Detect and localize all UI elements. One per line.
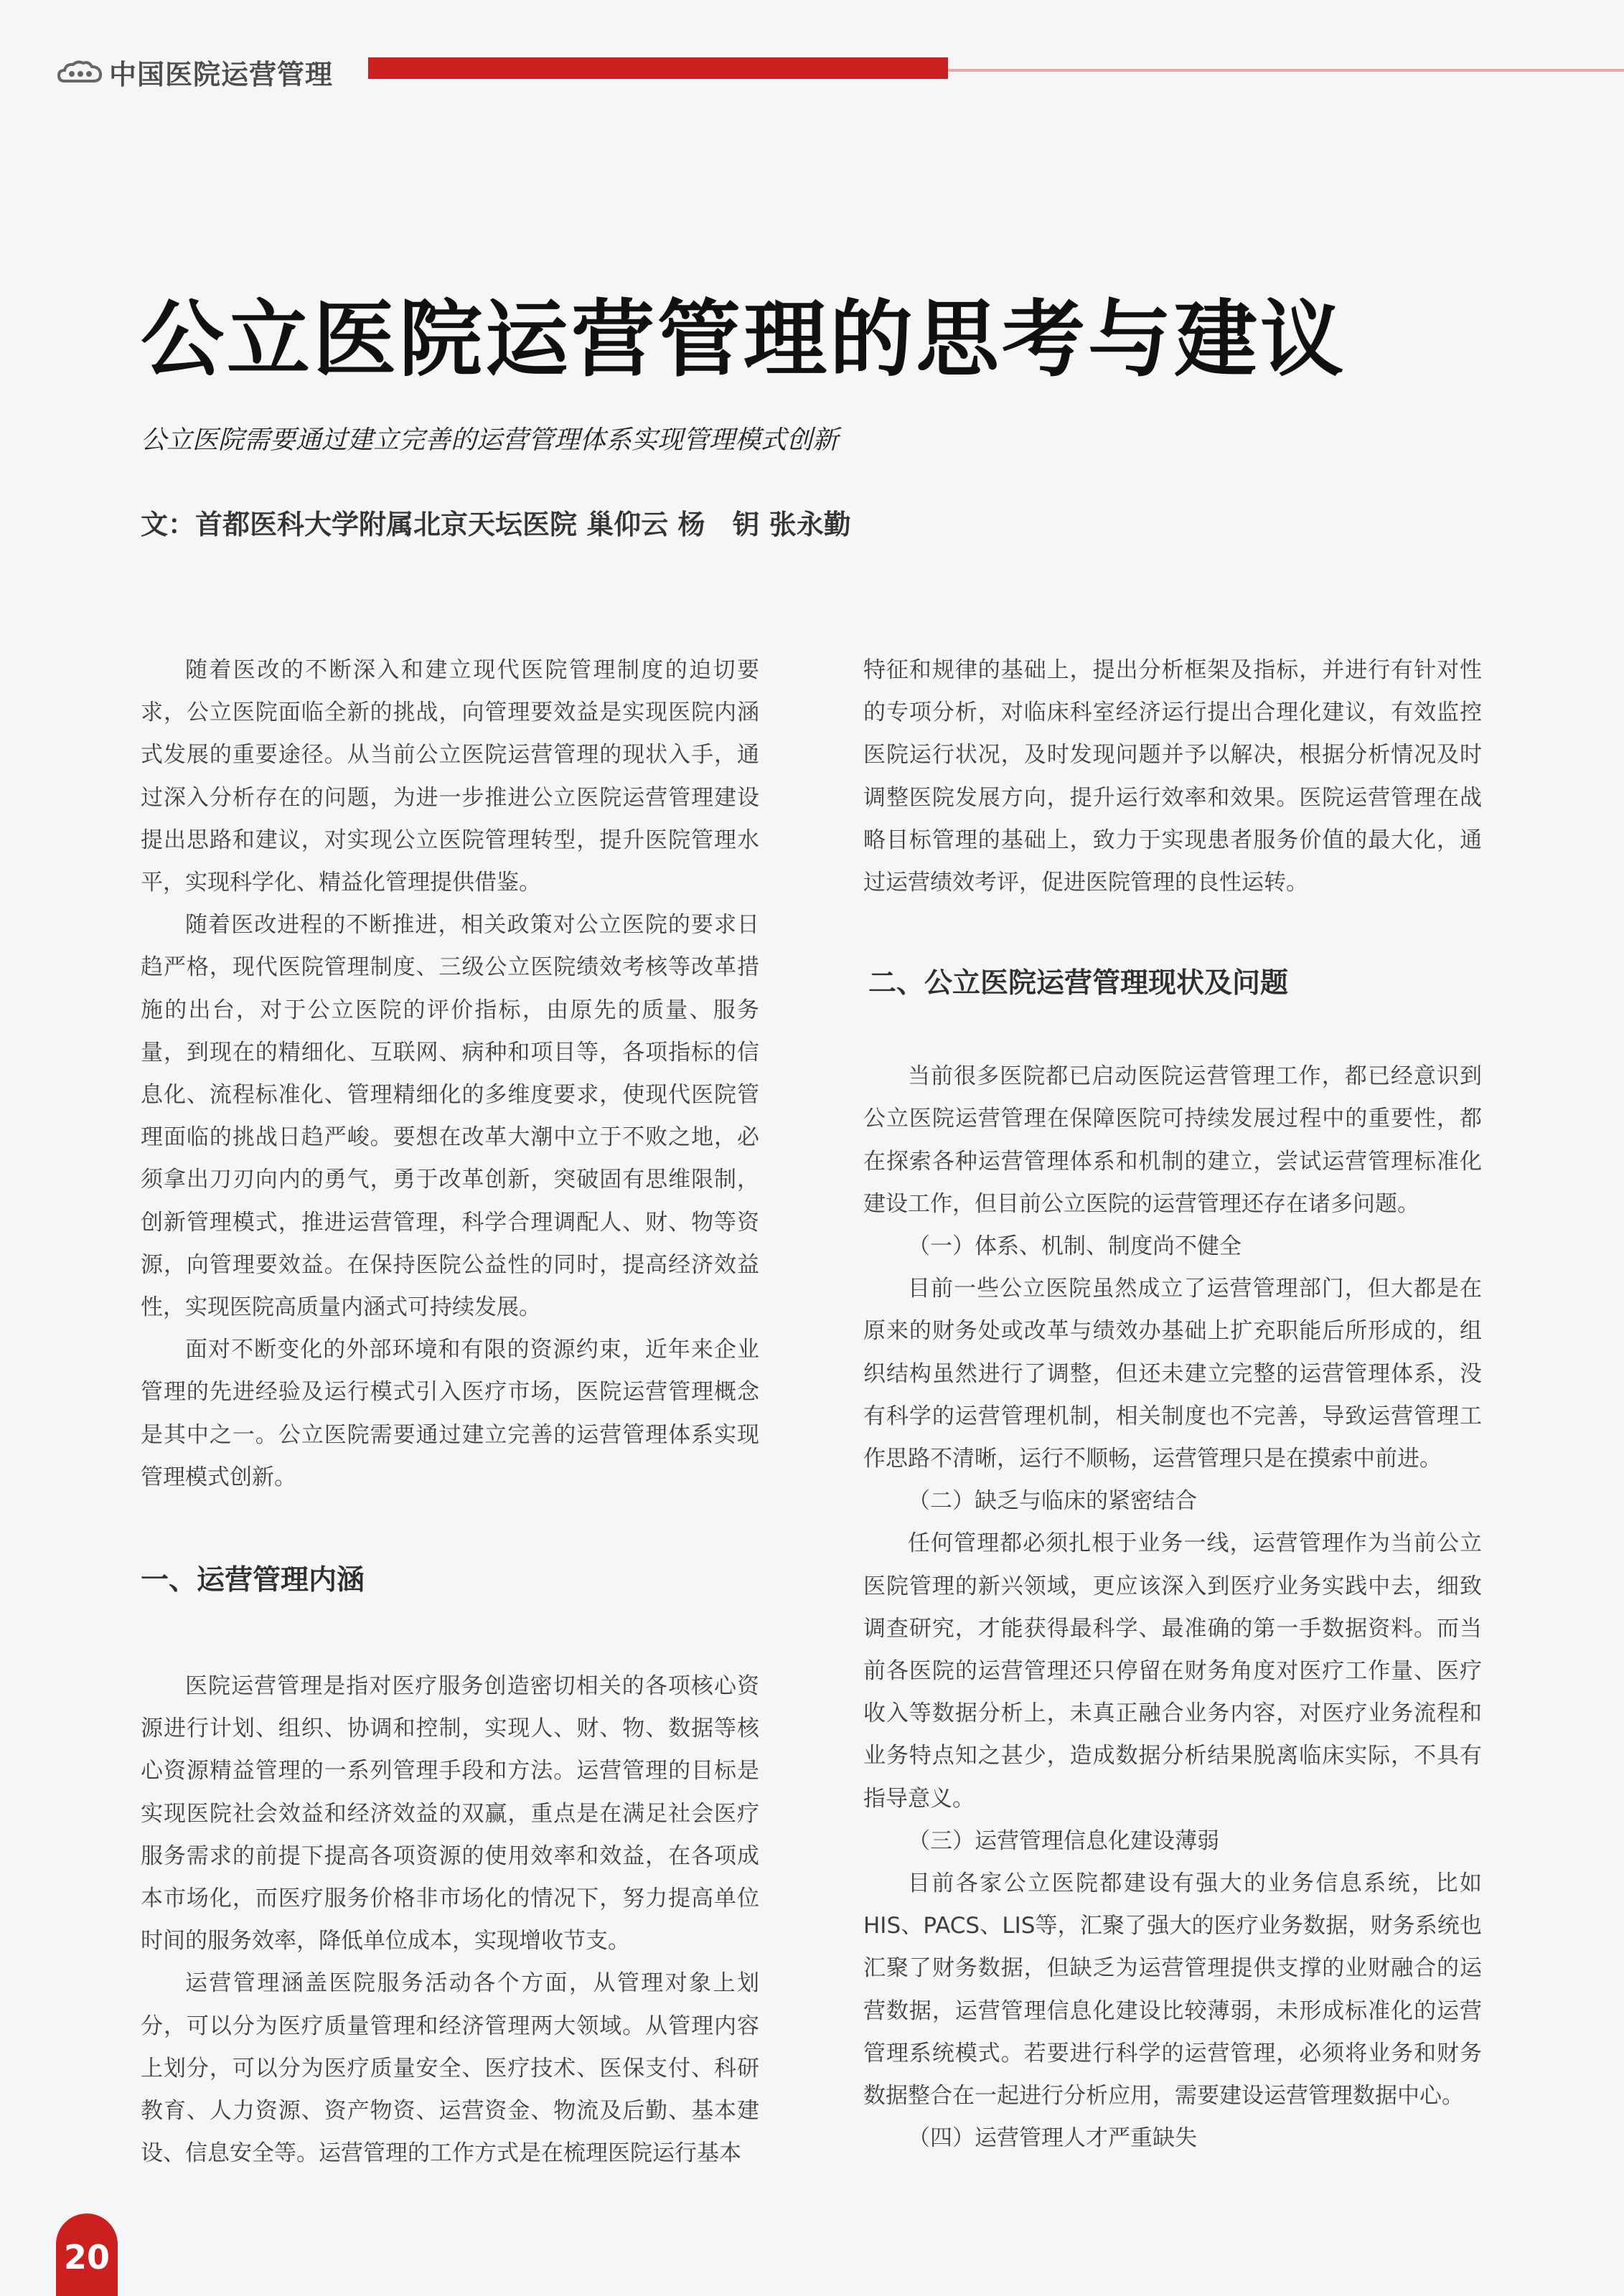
header-rule xyxy=(948,69,1624,72)
body-paragraph: 医院运营管理是指对医疗服务创造密切相关的各项核心资源进行计划、组织、协调和控制，实现人、财、物、数据等核心资源精益管理的一系列管理手段和方法。运营管理的目标是实现医院社会效益和经济效益的双赢，重点是在满足社会医疗服务需求的前提下提高各项资源的使用效率和效益，在各项成本市场化，而医疗服务价格非市场化的情况下，努力提高单位时间的服务效率，降低单位成本，实现增收节支。 xyxy=(141,1673,759,1954)
body-paragraph: 随着医改进程的不断推进，相关政策对公立医院的要求日趋严格，现代医院管理制度、三级公立医院绩效考核等改革措施的出台，对于公立医院的评价指标，由原先的质量、服务量，到现在的精细化、互联网、病种和项目等，各项指标的信息化、流程标准化、管理精细化的多维度要求，使现代医院管理面临的挑战日趋严峻。要想在改革大潮中立于不败之地，必须拿出刀刃向内的勇气，勇于改革创新，突破固有思维限制，创新管理模式，推进运营管理，科学合理调配人、财、物等资源，向管理要效益。在保持医院公益性的同时，提高经济效益性，实现医院高质量内涵式可持续发展。 xyxy=(141,912,759,1321)
article-subtitle: 公立医院需要通过建立完善的运营管理体系实现管理模式创新 xyxy=(141,425,839,455)
section-heading: 二、公立医院运营管理现状及问题 xyxy=(868,967,1289,1000)
page-number: 20 xyxy=(63,2237,110,2277)
left-column xyxy=(141,649,759,2175)
body-paragraph: 运营管理涵盖医院服务活动各个方面，从管理对象上划分，可以分为医疗质量管理和经济管理两大领域。从管理内容上划分，可以分为医疗质量安全、医疗技术、医保支付、科研教育、人力资源、资产物资、运营资金、物流及后勤、基本建设、信息安全等。运营管理的工作方式是在梳理医院运行基本 xyxy=(141,1970,759,2167)
cloud-logo-icon xyxy=(57,60,102,84)
right-column xyxy=(863,649,1482,2160)
body-paragraph: 特征和规律的基础上，提出分析框架及指标，并进行有针对性的专项分析，对临床科室经济运行提出合理化建议，有效监控医院运行状况，及时发现问题并予以解决，根据分析情况及时调整医院发展方向，提升运行效率和效果。医院运营管理在战略目标管理的基础上，致力于实现患者服务价值的最大化，通过运营绩效考评，促进医院管理的良性运转。 xyxy=(863,657,1482,896)
brand-name: 中国医院运营管理 xyxy=(109,58,334,90)
section-heading: 一、运营管理内涵 xyxy=(141,1564,365,1597)
subsection-heading: （三）运营管理信息化建设薄弱 xyxy=(908,1827,1219,1854)
page-number-tab xyxy=(56,2213,118,2296)
body-paragraph: 面对不断变化的外部环境和有限的资源约束，近年来企业管理的先进经验及运行模式引入医疗市场，医院运营管理概念是其中之一。公立医院需要通过建立完善的运营管理体系实现管理模式创新。 xyxy=(141,1337,759,1490)
article-title: 公立医院运营管理的思考与建议 xyxy=(141,291,1346,388)
article-authors: 文：首都医科大学附属北京天坛医院 巢仰云 杨 钥 张永勤 xyxy=(141,509,851,540)
body-paragraph: 目前一些公立医院虽然成立了运营管理部门，但大都是在原来的财务处或改革与绩效办基础上扩充职能后所形成的，组织结构虽然进行了调整，但还未建立完整的运营管理体系，没有科学的运营管理机制，相关制度也不完善，导致运营管理工作思路不清晰，运行不顺畅，运营管理只是在摸索中前进。 xyxy=(863,1276,1482,1472)
subsection-heading: （四）运营管理人才严重缺失 xyxy=(908,2125,1197,2152)
masthead xyxy=(57,50,333,93)
body-paragraph: 目前各家公立医院都建设有强大的业务信息系统，比如HIS、PACS、LIS等，汇聚了强大的医疗业务数据，财务系统也汇聚了财务数据，但缺乏为运营管理提供支撑的业财融合的运营数据，运营管理信息化建设比较薄弱，未形成标准化的运营管理系统模式。若要进行科学的运营管理，必须将业务和财务数据整合在一起进行分析应用，需要建设运营管理数据中心。 xyxy=(863,1871,1482,2109)
body-paragraph: 任何管理都必须扎根于业务一线，运营管理作为当前公立医院管理的新兴领域，更应该深入到医疗业务实践中去，细致调查研究，才能获得最科学、最准确的第一手数据资料。而当前各医院的运营管理还只停留在财务角度对医疗工作量、医疗收入等数据分析上，未真正融合业务内容，对医疗业务流程和业务特点知之甚少，造成数据分析结果脱离临床实际，不具有指导意义。 xyxy=(863,1530,1482,1812)
subsection-heading: （一）体系、机制、制度尚不健全 xyxy=(908,1233,1242,1260)
header-red-bar xyxy=(368,57,948,79)
body-paragraph: 随着医改的不断深入和建立现代医院管理制度的迫切要求，公立医院面临全新的挑战，向管理要效益是实现医院内涵式发展的重要途径。从当前公立医院运营管理的现状入手，通过深入分析存在的问题，为进一步推进公立医院运营管理建设提出思路和建议，对实现公立医院管理转型，提升医院管理水平，实现科学化、精益化管理提供借鉴。 xyxy=(141,657,759,896)
body-paragraph: 当前很多医院都已启动医院运营管理工作，都已经意识到公立医院运营管理在保障医院可持续发展过程中的重要性，都在探索各种运营管理体系和机制的建立，尝试运营管理标准化建设工作，但目前公立医院的运营管理还存在诸多问题。 xyxy=(863,1063,1482,1217)
subsection-heading: （二）缺乏与临床的紧密结合 xyxy=(908,1488,1197,1515)
